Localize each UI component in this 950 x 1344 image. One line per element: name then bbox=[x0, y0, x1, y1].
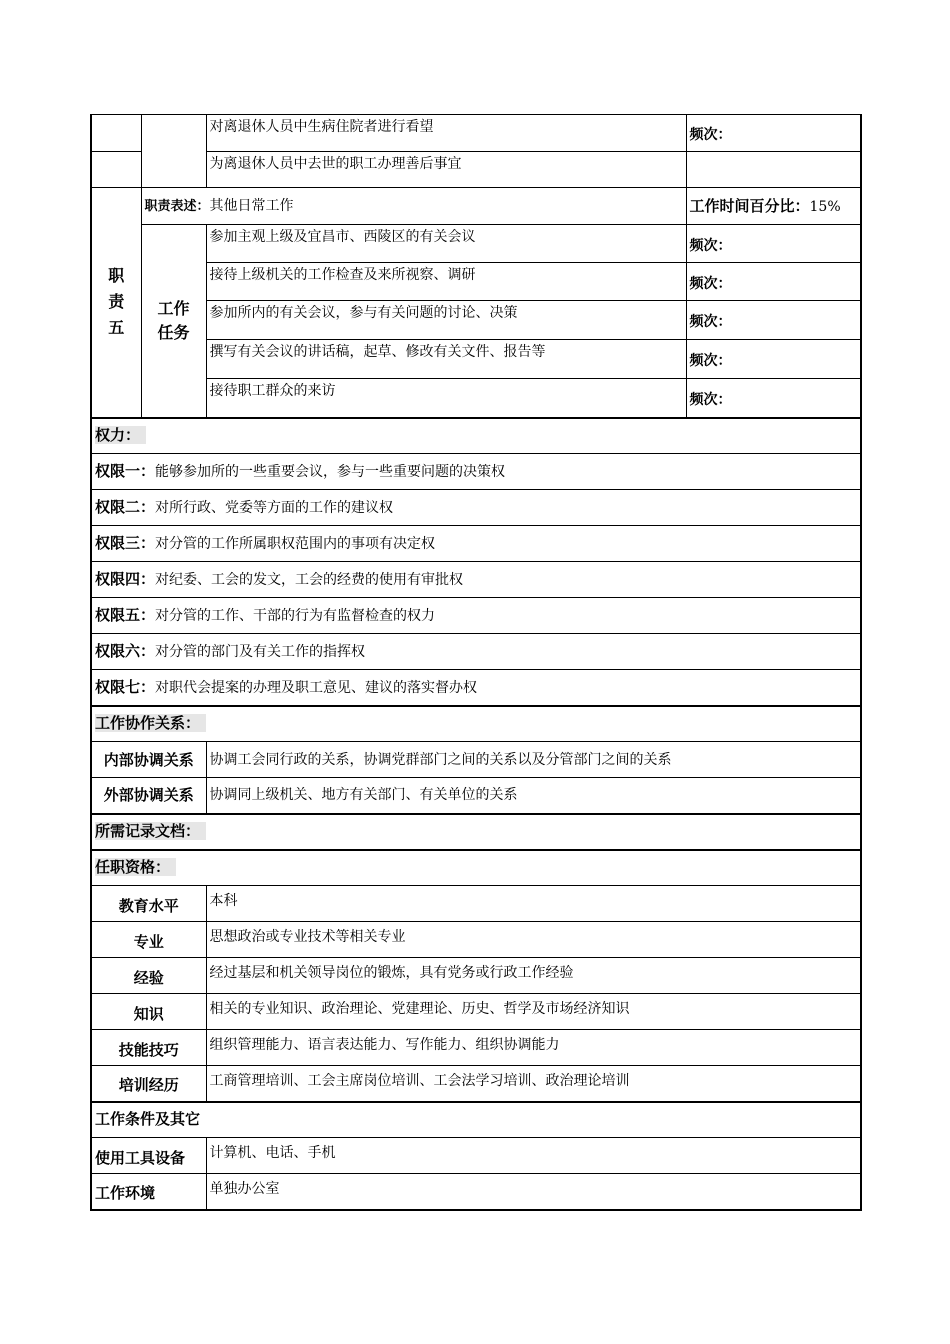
duty5-description-row bbox=[91, 188, 861, 225]
power-label: 权限一： bbox=[95, 462, 156, 480]
power-text: 对纪委、工会的发文，工会的经费的使用有审批权 bbox=[155, 572, 464, 588]
qualification-row bbox=[91, 886, 861, 922]
power-row bbox=[91, 454, 861, 490]
qualification-text: 思想政治或专业技术等相关专业 bbox=[206, 922, 861, 958]
cooperation-row bbox=[91, 742, 861, 778]
duty-description-text: 其他日常工作 bbox=[209, 197, 294, 214]
blank-cell bbox=[91, 115, 141, 152]
qualification-row bbox=[91, 1066, 861, 1102]
blank-cell bbox=[91, 152, 141, 188]
power-label: 权限二： bbox=[95, 498, 156, 516]
records-header: 所需记录文档： bbox=[95, 822, 206, 840]
qualification-header-row bbox=[91, 850, 861, 886]
power-label: 权限五： bbox=[95, 606, 156, 624]
power-row bbox=[91, 490, 861, 526]
qualification-label: 知识 bbox=[91, 994, 206, 1030]
power-label: 权限七： bbox=[95, 677, 156, 696]
frequency-label: 频次： bbox=[686, 115, 861, 152]
qualification-text: 组织管理能力、语言表达能力、写作能力、组织协调能力 bbox=[206, 1030, 861, 1066]
conditions-text: 计算机、电话、手机 bbox=[206, 1138, 861, 1174]
frequency-label: 频次： bbox=[686, 340, 861, 379]
frequency-label: 频次： bbox=[686, 263, 861, 301]
power-text: 能够参加所的一些重要会议，参与一些重要问题的决策权 bbox=[155, 464, 506, 480]
qualification-text: 相关的专业知识、政治理论、党建理论、历史、哲学及市场经济知识 bbox=[206, 994, 861, 1030]
blank-cell bbox=[141, 115, 206, 188]
frequency-label: 频次： bbox=[686, 379, 861, 418]
power-text: 对分管的工作所属职权范围内的事项有决定权 bbox=[155, 536, 436, 552]
qualification-row bbox=[91, 1030, 861, 1066]
conditions-label: 工作环境 bbox=[91, 1174, 206, 1210]
power-text: 对分管的工作、干部的行为有监督检查的权力 bbox=[155, 608, 436, 624]
frequency-label: 频次： bbox=[686, 225, 861, 263]
qualification-label: 技能技巧 bbox=[91, 1030, 206, 1066]
power-row bbox=[91, 562, 861, 598]
cooperation-header-row bbox=[91, 706, 861, 742]
frequency-label: 频次： bbox=[686, 301, 861, 340]
work-task-label: 工作 任务 bbox=[141, 225, 206, 418]
qualification-label: 经验 bbox=[91, 958, 206, 994]
conditions-row bbox=[91, 1138, 861, 1174]
duty-tail-row bbox=[91, 152, 861, 188]
task-text: 对离退休人员中生病住院者进行看望 bbox=[206, 115, 686, 152]
task-text: 参加主观上级及宜昌市、西陵区的有关会议 bbox=[206, 225, 686, 263]
power-row bbox=[91, 634, 861, 670]
power-row bbox=[91, 670, 861, 706]
task-text: 为离退休人员中去世的职工办理善后事宜 bbox=[206, 152, 686, 188]
task-row bbox=[91, 301, 861, 340]
frequency-label bbox=[686, 152, 861, 188]
power-text: 对所行政、党委等方面的工作的建议权 bbox=[155, 500, 394, 516]
conditions-text: 单独办公室 bbox=[206, 1174, 861, 1210]
duty5-label: 职 责 五 bbox=[91, 188, 141, 418]
qualification-row bbox=[91, 994, 861, 1030]
task-row bbox=[91, 340, 861, 379]
power-header-row bbox=[91, 418, 861, 454]
cooperation-label: 外部协调关系 bbox=[91, 778, 206, 814]
power-header: 权力： bbox=[95, 426, 146, 444]
conditions-header: 工作条件及其它 bbox=[95, 1110, 201, 1129]
duty-tail-row bbox=[91, 115, 861, 152]
task-text: 接待上级机关的工作检查及来所视察、调研 bbox=[206, 263, 686, 301]
records-header-row bbox=[91, 814, 861, 850]
cooperation-header: 工作协作关系： bbox=[95, 714, 206, 732]
job-table bbox=[90, 114, 862, 1211]
qualification-label: 教育水平 bbox=[91, 886, 206, 922]
power-label: 权限四： bbox=[95, 570, 156, 588]
cooperation-row bbox=[91, 778, 861, 814]
conditions-row bbox=[91, 1174, 861, 1210]
qualification-label: 培训经历 bbox=[91, 1066, 206, 1102]
power-label: 权限三： bbox=[95, 534, 156, 552]
cooperation-text: 协调同上级机关、地方有关部门、有关单位的关系 bbox=[206, 778, 861, 814]
cooperation-text: 协调工会同行政的关系，协调党群部门之间的关系以及分管部门之间的关系 bbox=[206, 742, 861, 778]
qualification-header: 任职资格： bbox=[95, 858, 176, 876]
qualification-label: 专业 bbox=[91, 922, 206, 958]
power-row bbox=[91, 598, 861, 634]
conditions-label: 使用工具设备 bbox=[91, 1138, 206, 1174]
power-text: 对职代会提案的办理及职工意见、建议的落实督办权 bbox=[155, 679, 478, 696]
qualification-row bbox=[91, 958, 861, 994]
task-row bbox=[91, 225, 861, 263]
power-text: 对分管的部门及有关工作的指挥权 bbox=[155, 644, 366, 660]
cooperation-label: 内部协调关系 bbox=[91, 742, 206, 778]
power-row bbox=[91, 526, 861, 562]
qualification-text: 本科 bbox=[206, 886, 861, 922]
qualification-text: 经过基层和机关领导岗位的锻炼，具有党务或行政工作经验 bbox=[206, 958, 861, 994]
task-text: 接待职工群众的来访 bbox=[206, 379, 686, 418]
task-text: 参加所内的有关会议，参与有关问题的讨论、决策 bbox=[206, 301, 686, 340]
task-text: 撰写有关会议的讲话稿，起草、修改有关文件、报告等 bbox=[206, 340, 686, 379]
conditions-header-row bbox=[91, 1102, 861, 1138]
task-row bbox=[91, 379, 861, 418]
qualification-row bbox=[91, 922, 861, 958]
job-description-document bbox=[90, 114, 860, 1211]
power-label: 权限六： bbox=[95, 642, 156, 660]
work-time-percent-value: 15% bbox=[809, 198, 841, 215]
qualification-text: 工商管理培训、工会主席岗位培训、工会法学习培训、政治理论培训 bbox=[206, 1066, 861, 1102]
task-row bbox=[91, 263, 861, 301]
duty-description-label: 职责表述： bbox=[144, 198, 210, 214]
work-time-percent-label: 工作时间百分比： bbox=[689, 196, 810, 215]
